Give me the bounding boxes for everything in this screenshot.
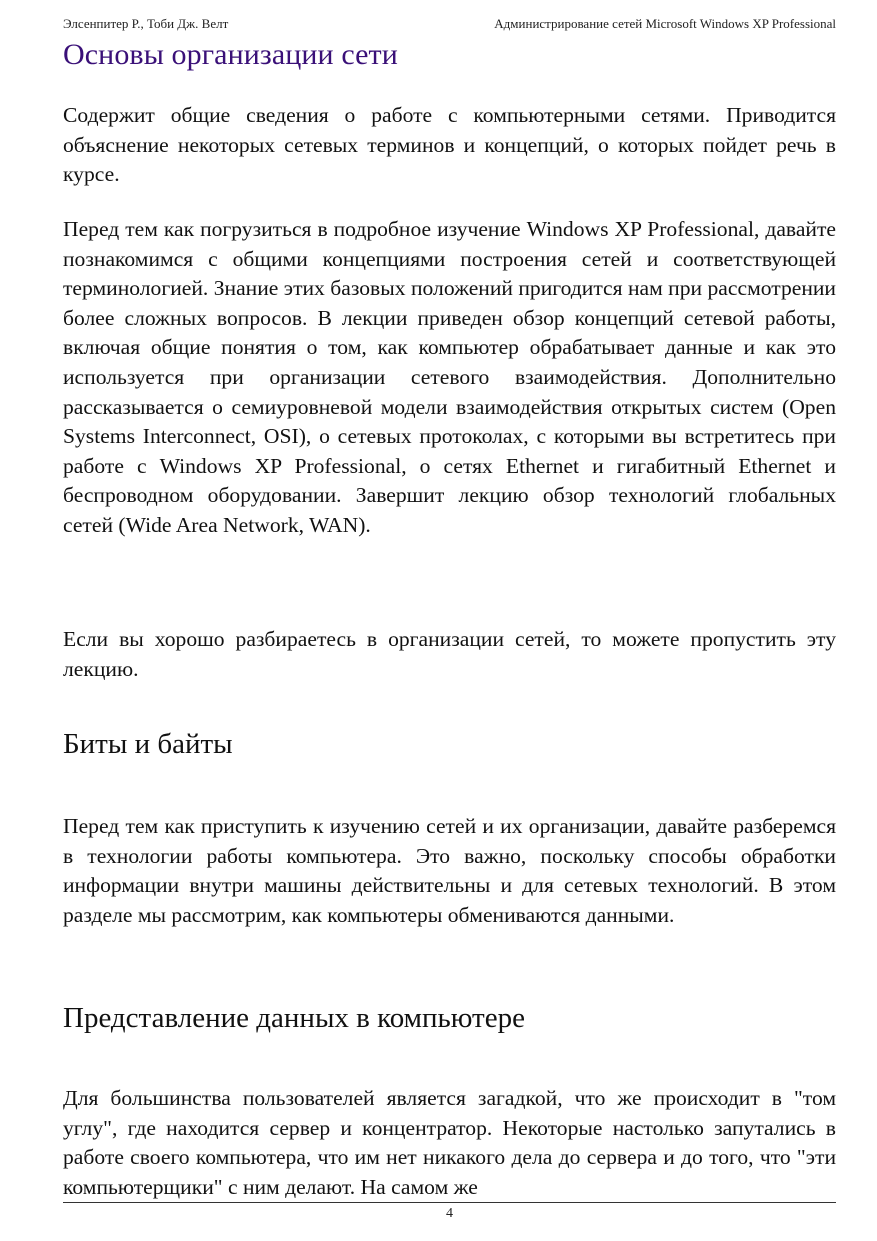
- header-book-title: Администрирование сетей Microsoft Windows XP Professional: [494, 16, 836, 31]
- header-authors: Элсенпитер Р., Тоби Дж. Велт: [63, 16, 229, 31]
- intro-paragraph-2: Перед тем как погрузиться в подробное изучение Windows XP Professional, давайте познакомимся с общими концепциями построения сетей и соответствующей терминологией. Знание этих базовых положений пригодится нам при рассмотрении более сложных вопросов. В лекции приведен обзор концепций сетевой работы, включая общие понятия о том, как компьютер обрабатывает данные и как это используется при организации сетевого взаимодействия. Дополнительно рассказывается о семиуровневой модели взаимодействия открытых систем (Open Systems Interconnect, OSI), о сетевых протоколах, с которыми вы встретитесь при работе с Windows XP Professional, о сетях Ethernet и гигабитный Ethernet и беспроводном оборудовании. Завершит лекцию обзор технологий глобальных сетей (Wide Area Network, WAN).: [63, 217, 836, 537]
- section-heading-data-representation: Представление данных в компьютере: [63, 1002, 525, 1034]
- page-number: 4: [446, 1206, 453, 1221]
- section-paragraph-bits-bytes: Перед тем как приступить к изучению сетей и их организации, давайте разберемся в технологии работы компьютера. Это важно, поскольку способы обработки информации внутри машины действительны и для сетевых технологий. В этом разделе мы рассмотрим, как компьютеры обмениваются данными.: [63, 814, 836, 927]
- section-heading-bits-bytes: Биты и байты: [63, 728, 233, 760]
- section-paragraph-data-representation: Для большинства пользователей является загадкой, что же происходит в "том углу", где находится сервер и концентратор. Некоторые настолько запутались в работе своего компьютера, что им нет никакого дела до сервера и до того, что "эти компьютерщики" с ним делают. На самом же: [63, 1086, 836, 1199]
- intro-paragraph-3: Если вы хорошо разбираетесь в организации сетей, то можете пропустить эту лекцию.: [63, 627, 836, 681]
- intro-paragraph-1: Содержит общие сведения о работе с компьютерными сетями. Приводится объяснение некоторых сетевых терминов и концепций, о которых пойдет речь в курсе.: [63, 103, 836, 187]
- footer-divider: [63, 1202, 836, 1203]
- chapter-title: Основы организации сети: [63, 38, 398, 71]
- running-header: [63, 16, 836, 34]
